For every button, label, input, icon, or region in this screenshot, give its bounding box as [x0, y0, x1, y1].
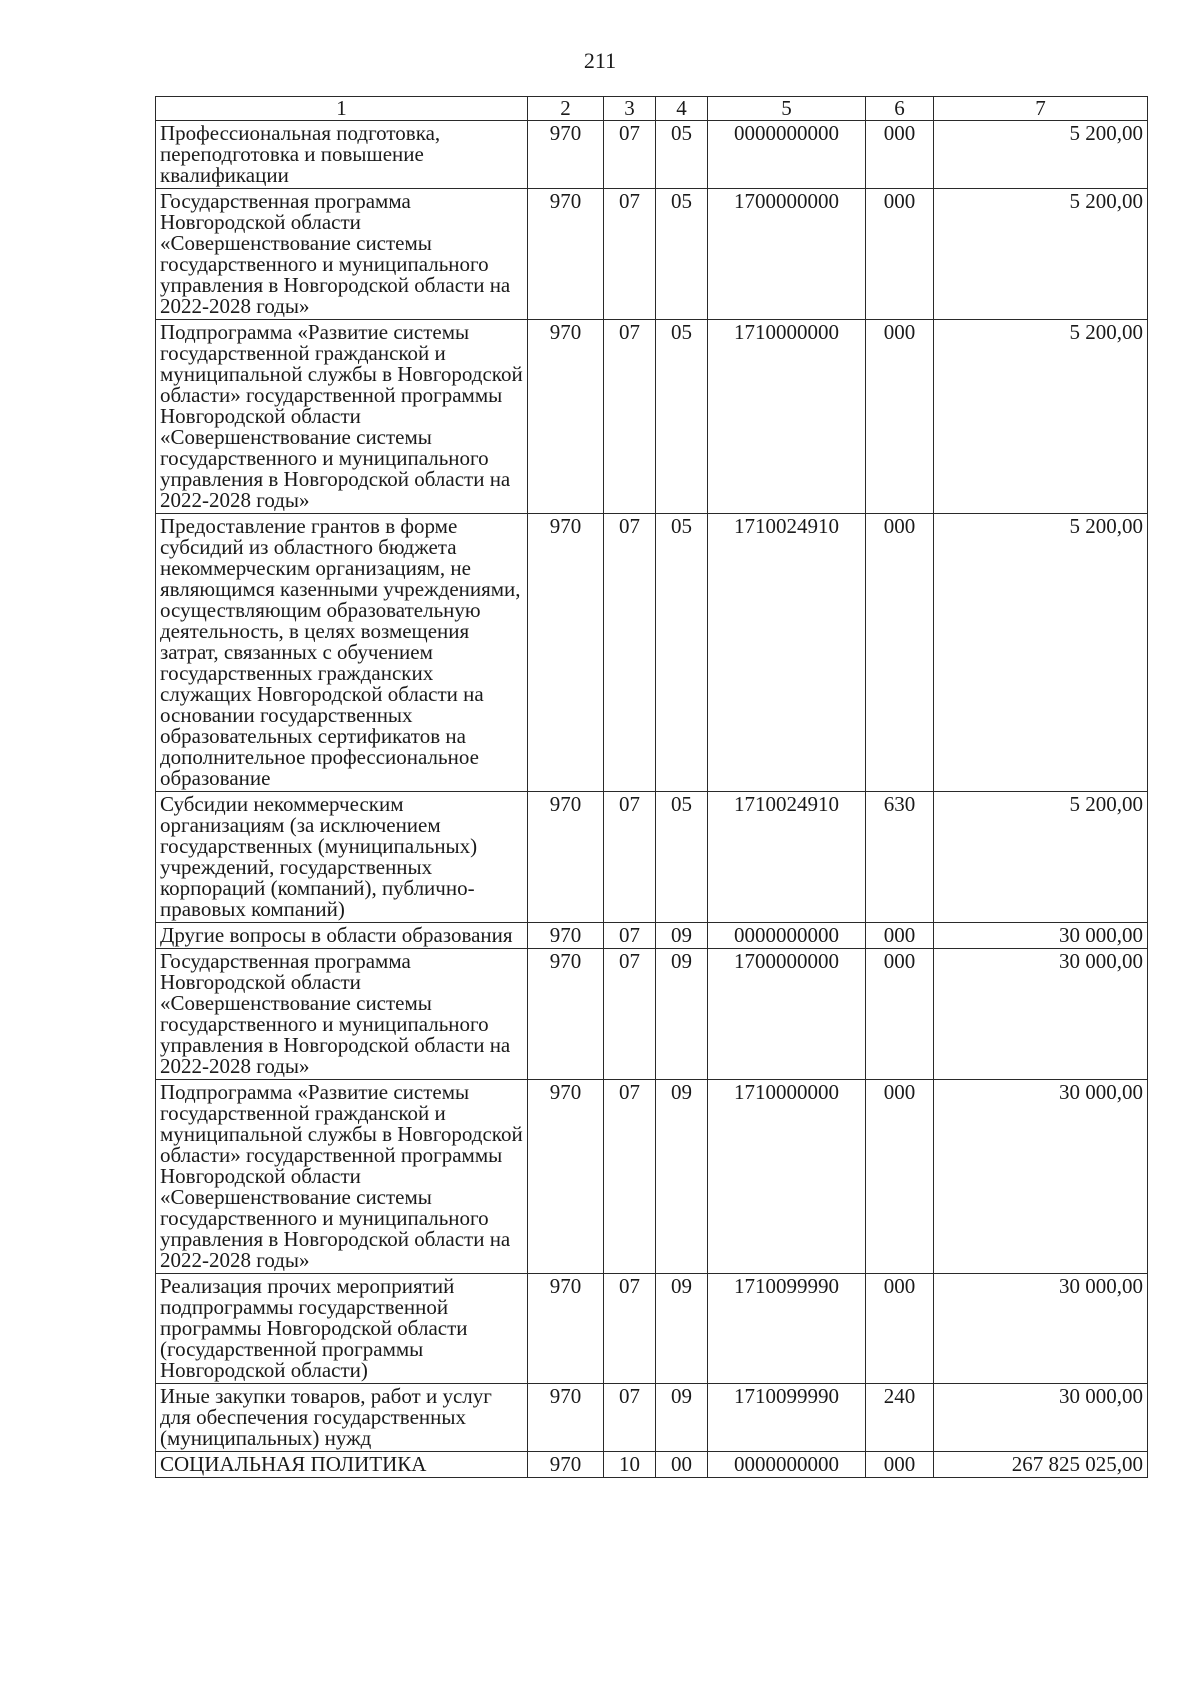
row-code-2: 970 [528, 514, 604, 792]
row-code-2: 970 [528, 792, 604, 923]
row-code-4: 09 [656, 1080, 708, 1274]
row-code-3: 07 [604, 792, 656, 923]
row-code-6: 000 [866, 121, 934, 189]
row-name: Другие вопросы в области образования [156, 923, 528, 949]
row-code-2: 970 [528, 320, 604, 514]
row-name: Реализация прочих мероприятий подпрограммы государственной программы Новгородской области (государственной программы Новгородской области) [156, 1274, 528, 1384]
table-row [156, 514, 1148, 792]
row-code-4: 05 [656, 320, 708, 514]
row-code-5: 0000000000 [708, 121, 866, 189]
table-row [156, 949, 1148, 1080]
row-amount: 5 200,00 [934, 189, 1148, 320]
row-amount: 30 000,00 [934, 1274, 1148, 1384]
row-name: Субсидии некоммерческим организациям (за исключением государственных (муниципальных) учреждений, государственных корпораций (компаний), публично-правовых компаний) [156, 792, 528, 923]
row-code-4: 09 [656, 1274, 708, 1384]
table-row [156, 923, 1148, 949]
row-code-3: 07 [604, 189, 656, 320]
row-code-5: 1710024910 [708, 514, 866, 792]
row-code-6: 000 [866, 189, 934, 320]
row-code-4: 05 [656, 121, 708, 189]
row-code-2: 970 [528, 121, 604, 189]
table-row [156, 1274, 1148, 1384]
table-row [156, 792, 1148, 923]
row-name: Подпрограмма «Развитие системы государственной гражданской и муниципальной службы в Новгородской области» государственной программы Новгородской области «Совершенствование системы государственного и муниципального управления в Новгородской области на 2022-2028 годы» [156, 320, 528, 514]
row-name: Предоставление грантов в форме субсидий из областного бюджета некоммерческим организациям, не являющимся казенными учреждениями, осуществляющим образовательную деятельность, в целях возмещения затрат, связанных с обучением государственных гражданских служащих Новгородской области на основании государственных образовательных сертификатов на дополнительное профессиональное образование [156, 514, 528, 792]
row-name: Подпрограмма «Развитие системы государственной гражданской и муниципальной службы в Новгородской области» государственной программы Новгородской области «Совершенствование системы государственного и муниципального управления в Новгородской области на 2022-2028 годы» [156, 1080, 528, 1274]
row-code-6: 240 [866, 1384, 934, 1452]
row-code-6: 630 [866, 792, 934, 923]
row-amount: 5 200,00 [934, 121, 1148, 189]
row-code-3: 07 [604, 1080, 656, 1274]
row-code-6: 000 [866, 320, 934, 514]
row-code-6: 000 [866, 514, 934, 792]
table-row [156, 1080, 1148, 1274]
row-code-2: 970 [528, 1452, 604, 1478]
row-code-3: 07 [604, 949, 656, 1080]
row-code-5: 1710024910 [708, 792, 866, 923]
row-code-5: 1710099990 [708, 1384, 866, 1452]
header-cell: 7 [934, 97, 1148, 121]
row-code-5: 0000000000 [708, 1452, 866, 1478]
row-code-5: 1700000000 [708, 949, 866, 1080]
row-amount: 267 825 025,00 [934, 1452, 1148, 1478]
row-name: Государственная программа Новгородской области «Совершенствование системы государственного и муниципального управления в Новгородской области на 2022-2028 годы» [156, 949, 528, 1080]
row-code-5: 1710000000 [708, 1080, 866, 1274]
row-name: СОЦИАЛЬНАЯ ПОЛИТИКА [156, 1452, 528, 1478]
row-code-3: 07 [604, 320, 656, 514]
row-code-3: 07 [604, 923, 656, 949]
row-code-3: 07 [604, 1274, 656, 1384]
row-code-5: 1710000000 [708, 320, 866, 514]
header-cell: 2 [528, 97, 604, 121]
row-name: Профессиональная подготовка, переподготовка и повышение квалификации [156, 121, 528, 189]
row-amount: 30 000,00 [934, 1384, 1148, 1452]
row-name: Государственная программа Новгородской области «Совершенствование системы государственного и муниципального управления в Новгородской области на 2022-2028 годы» [156, 189, 528, 320]
table-row [156, 1452, 1148, 1478]
row-code-2: 970 [528, 1080, 604, 1274]
row-amount: 5 200,00 [934, 320, 1148, 514]
row-code-4: 05 [656, 792, 708, 923]
row-code-6: 000 [866, 923, 934, 949]
row-code-6: 000 [866, 1452, 934, 1478]
row-name: Иные закупки товаров, работ и услуг для обеспечения государственных (муниципальных) нужд [156, 1384, 528, 1452]
page-number: 211 [583, 48, 617, 73]
row-code-2: 970 [528, 1384, 604, 1452]
header-cell: 1 [156, 97, 528, 121]
row-code-3: 07 [604, 1384, 656, 1452]
row-amount: 30 000,00 [934, 923, 1148, 949]
row-code-6: 000 [866, 1274, 934, 1384]
row-code-4: 00 [656, 1452, 708, 1478]
header-cell: 5 [708, 97, 866, 121]
row-code-5: 1700000000 [708, 189, 866, 320]
row-code-6: 000 [866, 949, 934, 1080]
row-amount: 5 200,00 [934, 514, 1148, 792]
table-row [156, 320, 1148, 514]
table-row [156, 189, 1148, 320]
row-code-4: 09 [656, 1384, 708, 1452]
header-cell: 3 [604, 97, 656, 121]
header-cell: 4 [656, 97, 708, 121]
table-row [156, 121, 1148, 189]
budget-table [155, 96, 1148, 1478]
row-code-4: 09 [656, 923, 708, 949]
row-code-2: 970 [528, 189, 604, 320]
row-code-4: 05 [656, 514, 708, 792]
row-amount: 30 000,00 [934, 949, 1148, 1080]
header-row [156, 97, 1148, 121]
row-code-2: 970 [528, 1274, 604, 1384]
row-code-3: 07 [604, 514, 656, 792]
row-code-3: 07 [604, 121, 656, 189]
row-code-3: 10 [604, 1452, 656, 1478]
row-code-5: 1710099990 [708, 1274, 866, 1384]
row-amount: 30 000,00 [934, 1080, 1148, 1274]
row-code-2: 970 [528, 949, 604, 1080]
header-cell: 6 [866, 97, 934, 121]
table-row [156, 1384, 1148, 1452]
row-code-5: 0000000000 [708, 923, 866, 949]
row-code-4: 05 [656, 189, 708, 320]
row-code-6: 000 [866, 1080, 934, 1274]
row-code-2: 970 [528, 923, 604, 949]
row-code-4: 09 [656, 949, 708, 1080]
row-amount: 5 200,00 [934, 792, 1148, 923]
